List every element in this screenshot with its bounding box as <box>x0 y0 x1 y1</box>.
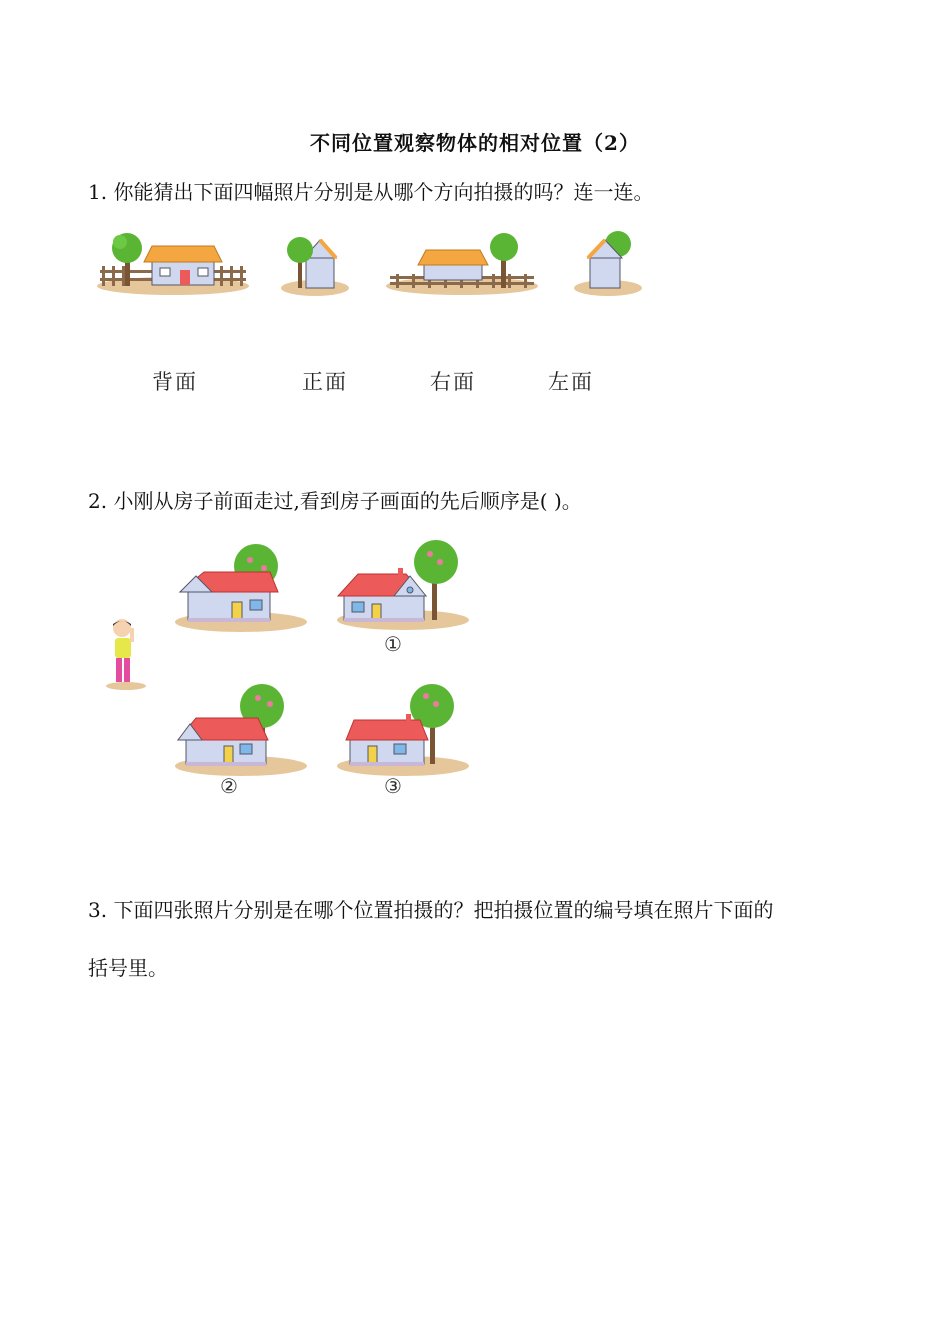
question-2-text: 2. 小刚从房子前面走过,看到房子画面的先后顺序是( )。 <box>88 489 582 513</box>
photo-front-view <box>96 228 250 298</box>
direction-label-right[interactable]: 右面 <box>430 370 476 394</box>
question-3-text-line2: 括号里。 <box>88 956 168 980</box>
house-main-view <box>174 542 308 634</box>
house-option-1 <box>336 538 470 634</box>
house-option-2 <box>174 682 308 778</box>
question-1-text: 1. 你能猜出下面四幅照片分别是从哪个方向拍摄的吗？连一连。 <box>88 180 654 204</box>
photo-side-view-right <box>572 230 644 298</box>
house-option-3 <box>336 682 470 778</box>
photo-back-view <box>384 230 540 298</box>
photo-side-view-left <box>280 232 350 298</box>
boy-figure <box>104 618 148 690</box>
direction-label-left[interactable]: 左面 <box>548 370 594 394</box>
option-label-1: ① <box>384 632 402 656</box>
page-title: 不同位置观察物体的相对位置（2） <box>310 131 640 155</box>
option-label-3: ③ <box>384 774 402 798</box>
question-3-text-line1: 3. 下面四张照片分别是在哪个位置拍摄的？把拍摄位置的编号填在照片下面的 <box>88 898 774 922</box>
direction-label-back[interactable]: 背面 <box>152 370 198 394</box>
direction-label-front[interactable]: 正面 <box>302 370 348 394</box>
option-label-2: ② <box>220 774 238 798</box>
